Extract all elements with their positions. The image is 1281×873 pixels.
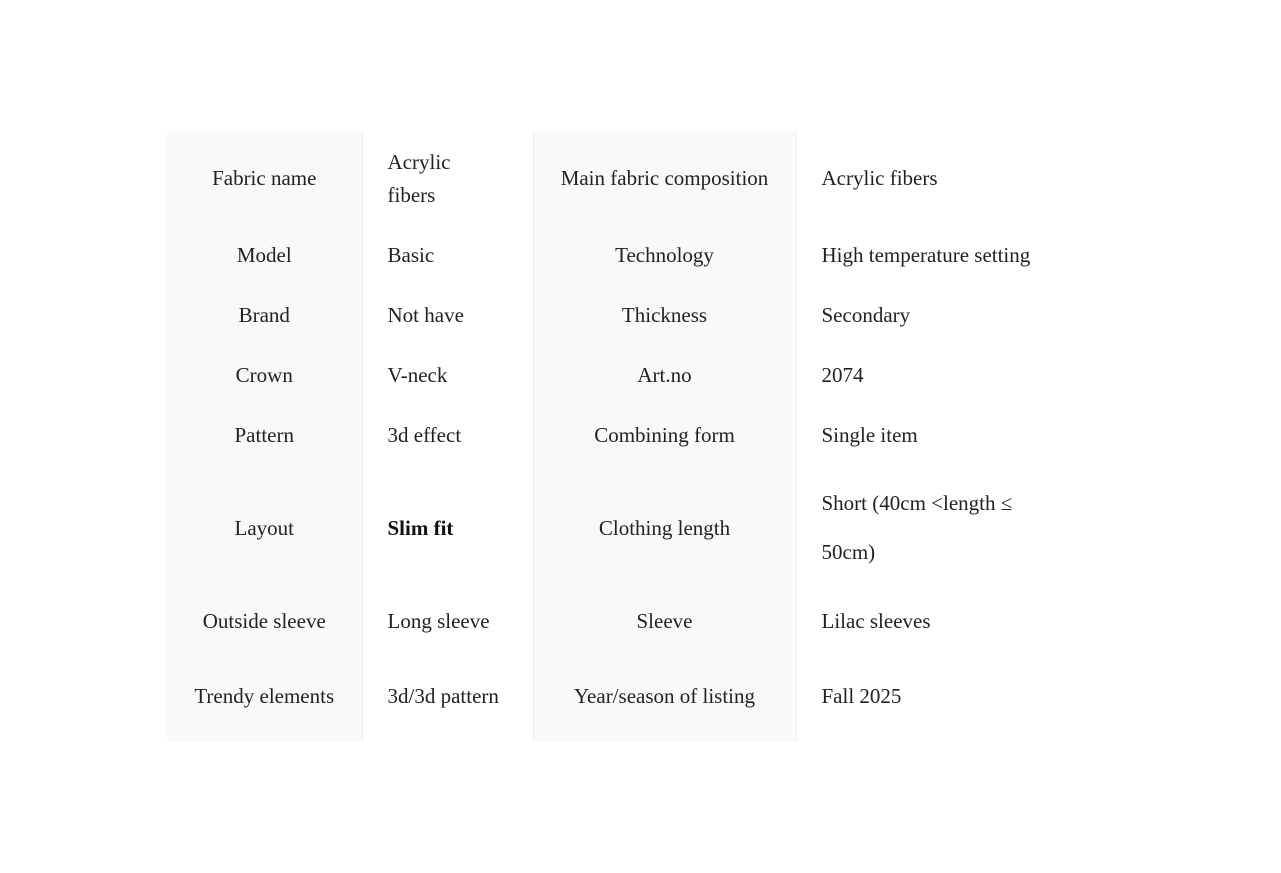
spec-label: Combining form [533, 405, 796, 465]
spec-value: Short (40cm <length ≤ 50cm) [821, 491, 1013, 564]
spec-value: Lilac sleeves [821, 608, 931, 633]
spec-value: Not have [387, 302, 464, 327]
spec-value: Long sleeve [387, 608, 490, 633]
spec-row-crown [167, 345, 1067, 405]
spec-row-trendy-elements [167, 651, 1067, 742]
spec-value: Acrylic fibers [387, 149, 451, 207]
spec-label: Layout [167, 465, 362, 591]
spec-label: Thickness [533, 285, 796, 345]
spec-row-layout [167, 465, 1067, 591]
spec-value: Slim fit [387, 515, 454, 540]
spec-row-pattern [167, 405, 1067, 465]
spec-label: Year/season of listing [533, 651, 796, 742]
spec-label: Trendy elements [167, 651, 362, 742]
spec-value: 2074 [821, 362, 864, 387]
spec-label: Technology [533, 226, 796, 285]
spec-row-outside-sleeve [167, 591, 1067, 651]
spec-label: Pattern [167, 405, 362, 465]
spec-value: Basic [387, 243, 435, 267]
spec-label: Outside sleeve [167, 591, 362, 651]
spec-label: Crown [167, 345, 362, 405]
spec-label: Fabric name [167, 131, 362, 226]
spec-label: Sleeve [533, 591, 796, 651]
spec-label: Art.no [533, 345, 796, 405]
spec-label: Main fabric composition [533, 131, 796, 226]
spec-value: 3d/3d pattern [387, 684, 499, 708]
spec-value: V-neck [387, 362, 448, 387]
spec-value: Acrylic fibers [821, 166, 938, 190]
spec-value: 3d effect [387, 422, 462, 447]
spec-row-fabric-name [167, 131, 1067, 226]
spec-value: High temperature setting [821, 243, 1031, 267]
spec-label: Clothing length [533, 465, 796, 591]
spec-value: Single item [821, 422, 918, 447]
spec-row-model [167, 226, 1067, 285]
spec-value: Fall 2025 [821, 684, 902, 708]
spec-label: Brand [167, 285, 362, 345]
product-spec-table [167, 131, 1067, 742]
spec-value: Secondary [821, 302, 911, 327]
spec-row-brand [167, 285, 1067, 345]
spec-label: Model [167, 226, 362, 285]
